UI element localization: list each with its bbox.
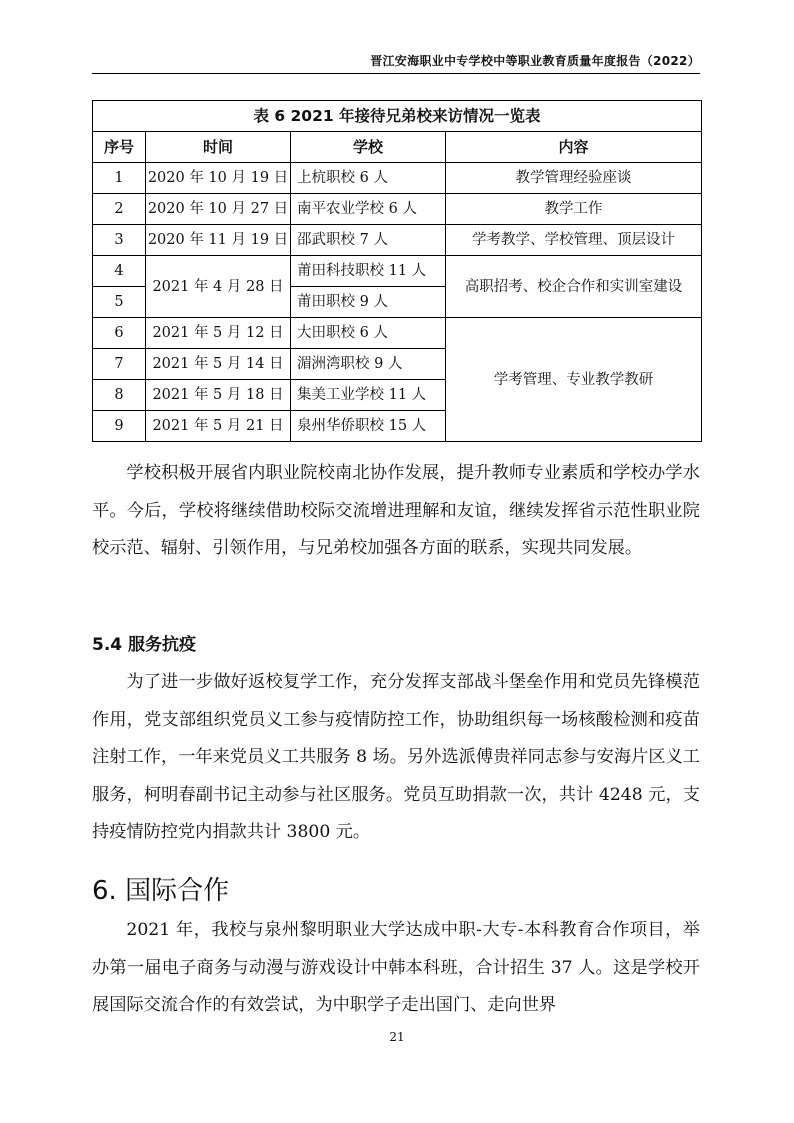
row-number: 1: [93, 163, 146, 194]
row-number: 5: [93, 287, 146, 318]
visit-content: 教学管理经验座谈: [446, 163, 702, 194]
column-header: 序号: [93, 132, 146, 163]
visit-date: 2020 年 10 月 27 日: [146, 194, 291, 225]
table-row: [93, 163, 702, 194]
row-number: 3: [93, 225, 146, 256]
visit-school: 上杭职校 6 人: [291, 163, 446, 194]
row-number: 9: [93, 411, 146, 442]
visit-date: 2021 年 5 月 12 日: [146, 318, 291, 349]
page-header: 晋江安海职业中专学校中等职业教育质量年度报告（2022）: [370, 54, 700, 68]
visit-date: 2020 年 11 月 19 日: [146, 225, 291, 256]
visit-date: 2021 年 5 月 14 日: [146, 349, 291, 380]
table-row: [93, 256, 702, 287]
visit-content: 学考管理、专业教学教研: [446, 318, 702, 442]
table-row: [93, 225, 702, 256]
table-header-row: [93, 132, 702, 163]
visit-school: 莆田科技职校 11 人: [291, 256, 446, 287]
paragraph-collaboration: 学校积极开展省内职业院校南北协作发展，提升教师专业素质和学校办学水平。今后，学校将继续借助校际交流增进理解和友谊，继续发挥省示范性职业院校示范、辐射、引领作用，与兄弟校加强各方面的联系，实现共同发展。: [92, 463, 700, 558]
paragraph-international: 2021 年，我校与泉州黎明职业大学达成中职-大专-本科教育合作项目，举办第一届电子商务与动漫与游戏设计中韩本科班，合计招生 37 人。这是学校开展国际交流合作的有效尝试，为中职学子走出国门、走向世界: [92, 920, 700, 1015]
visit-school: 莆田职校 9 人: [291, 287, 446, 318]
visit-date: 2021 年 5 月 18 日: [146, 380, 291, 411]
column-header: 学校: [291, 132, 446, 163]
row-number: 4: [93, 256, 146, 287]
visit-school: 集美工业学校 11 人: [291, 380, 446, 411]
visit-date: 2021 年 4 月 28 日: [146, 256, 291, 318]
visit-content: 教学工作: [446, 194, 702, 225]
table-caption-row: [93, 101, 702, 132]
visit-table: [92, 100, 702, 442]
table-caption: 表 6 2021 年接待兄弟校来访情况一览表: [93, 101, 702, 132]
visit-school: 南平农业学校 6 人: [291, 194, 446, 225]
visit-school: 泉州华侨职校 15 人: [291, 411, 446, 442]
visit-content: 学考教学、学校管理、顶层设计: [446, 225, 702, 256]
row-number: 8: [93, 380, 146, 411]
visit-content: 高职招考、校企合作和实训室建设: [446, 256, 702, 318]
visit-date: 2021 年 5 月 21 日: [146, 411, 291, 442]
table-row: [93, 194, 702, 225]
row-number: 2: [93, 194, 146, 225]
visit-school: 邵武职校 7 人: [291, 225, 446, 256]
column-header: 内容: [446, 132, 702, 163]
page-number: 21: [389, 1030, 405, 1044]
visit-school: 湄洲湾职校 9 人: [291, 349, 446, 380]
paragraph-anti-epidemic: 为了进一步做好返校复学工作，充分发挥支部战斗堡垒作用和党员先锋模范作用，党支部组织党员义工参与疫情防控工作，协助组织每一场核酸检测和疫苗注射工作，一年来党员义工共服务 8 场。另外选派傅贵祥同志参与安海片区义工服务，柯明春副书记主动参与社区服务。党员互助捐款一次，共计 4248 元，支持疫情防控党内捐款共计 3800 元。: [92, 672, 700, 842]
table-row: [93, 318, 702, 349]
visit-school: 大田职校 6 人: [291, 318, 446, 349]
row-number: 7: [93, 349, 146, 380]
section-heading-6: 6. 国际合作: [92, 876, 230, 906]
column-header: 时间: [146, 132, 291, 163]
row-number: 6: [93, 318, 146, 349]
visit-date: 2020 年 10 月 19 日: [146, 163, 291, 194]
section-heading-5-4: 5.4 服务抗疫: [92, 635, 197, 655]
header-rule: [92, 73, 700, 74]
